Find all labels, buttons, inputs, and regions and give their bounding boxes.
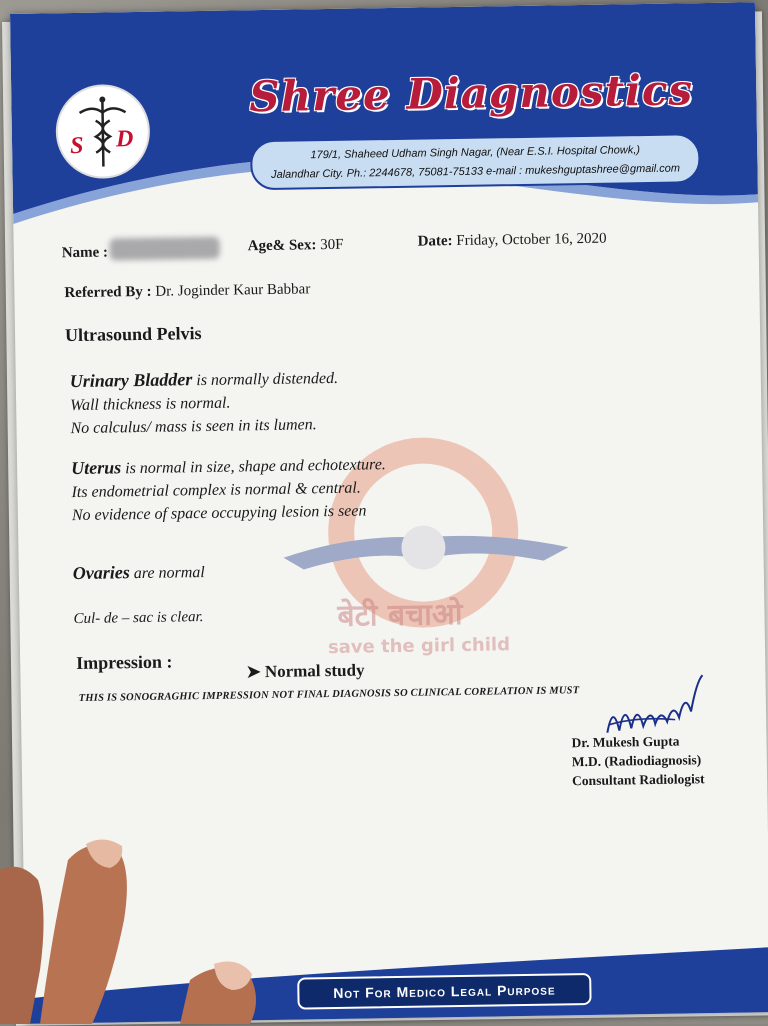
referred-label: Referred By : — [64, 283, 152, 302]
ovaries-line: are normal — [129, 564, 205, 583]
referred-value: Dr. Joginder Kaur Babbar — [155, 281, 311, 300]
bladder-line-2: Wall thickness is normal. — [70, 394, 231, 415]
legal-notice-badge: Not For Medico Legal Purpose — [297, 973, 591, 1010]
impression-value: ➤ Normal study — [246, 660, 365, 682]
watermark-english-text: save the girl child — [327, 634, 511, 659]
report-title: Ultrasound Pelvis — [64, 323, 202, 346]
bladder-line-1: is normally distended. — [192, 369, 339, 390]
impression-label: Impression : — [76, 651, 173, 674]
age-sex-label: Age& Sex: — [247, 237, 317, 255]
date-field — [418, 231, 607, 251]
uterus-line-1: is normal in size, shape and echotexture. — [121, 456, 386, 478]
bladder-findings — [70, 366, 339, 440]
name-label: Name : — [61, 244, 109, 262]
bladder-heading: Urinary Bladder — [69, 369, 193, 392]
uterus-findings — [71, 452, 387, 527]
radiologist-degree: M.D. (Radiodiagnosis) — [571, 752, 702, 770]
age-sex-value: 30F — [320, 236, 344, 254]
uterus-line-2: Its endometrial complex is normal & central. — [71, 479, 361, 502]
ovaries-heading: Ovaries — [72, 562, 130, 584]
age-sex-field — [248, 237, 344, 256]
referred-by-field — [64, 281, 310, 302]
uterus-line-3: No evidence of space occupying lesion is seen — [71, 502, 367, 525]
clinical-disclaimer: THIS IS SONOGRAGHIC IMPRESSION NOT FINAL DIAGNOSIS SO CLINICAL CORELATION IS MUST — [78, 685, 580, 705]
address-line-2: Jalandhar City. Ph.: 2244678, 75081-75133 e-mail : mukeshguptashree@gmail.com — [270, 162, 681, 181]
redacted-patient-name — [110, 237, 220, 261]
date-label: Date: — [417, 233, 453, 250]
watermark-hindi-text: बेटी बचाओ — [337, 596, 463, 634]
logo-letter-d: D — [115, 126, 134, 153]
radiologist-name: Dr. Mukesh Gupta — [571, 733, 680, 751]
radiologist-details — [571, 731, 704, 790]
clinic-logo — [55, 84, 150, 179]
caduceus-icon — [57, 86, 148, 177]
ovaries-findings — [73, 560, 205, 586]
address-line-1: 179/1, Shaheed Udham Singh Nagar, (Near E.S.I. Hospital Chowk,) — [310, 144, 641, 162]
holding-fingers — [0, 830, 270, 1024]
uterus-heading: Uterus — [70, 457, 122, 479]
bladder-line-3: No calculus/ mass is seen in its lumen. — [70, 416, 317, 438]
clinic-name: Shree Diagnostics — [248, 65, 694, 122]
logo-letter-s: S — [69, 132, 84, 160]
address-box — [250, 133, 701, 190]
date-value: Friday, October 16, 2020 — [456, 230, 607, 250]
radiologist-role: Consultant Radiologist — [571, 771, 705, 789]
culdesac-finding: Cul- de – sac is clear. — [73, 609, 204, 628]
